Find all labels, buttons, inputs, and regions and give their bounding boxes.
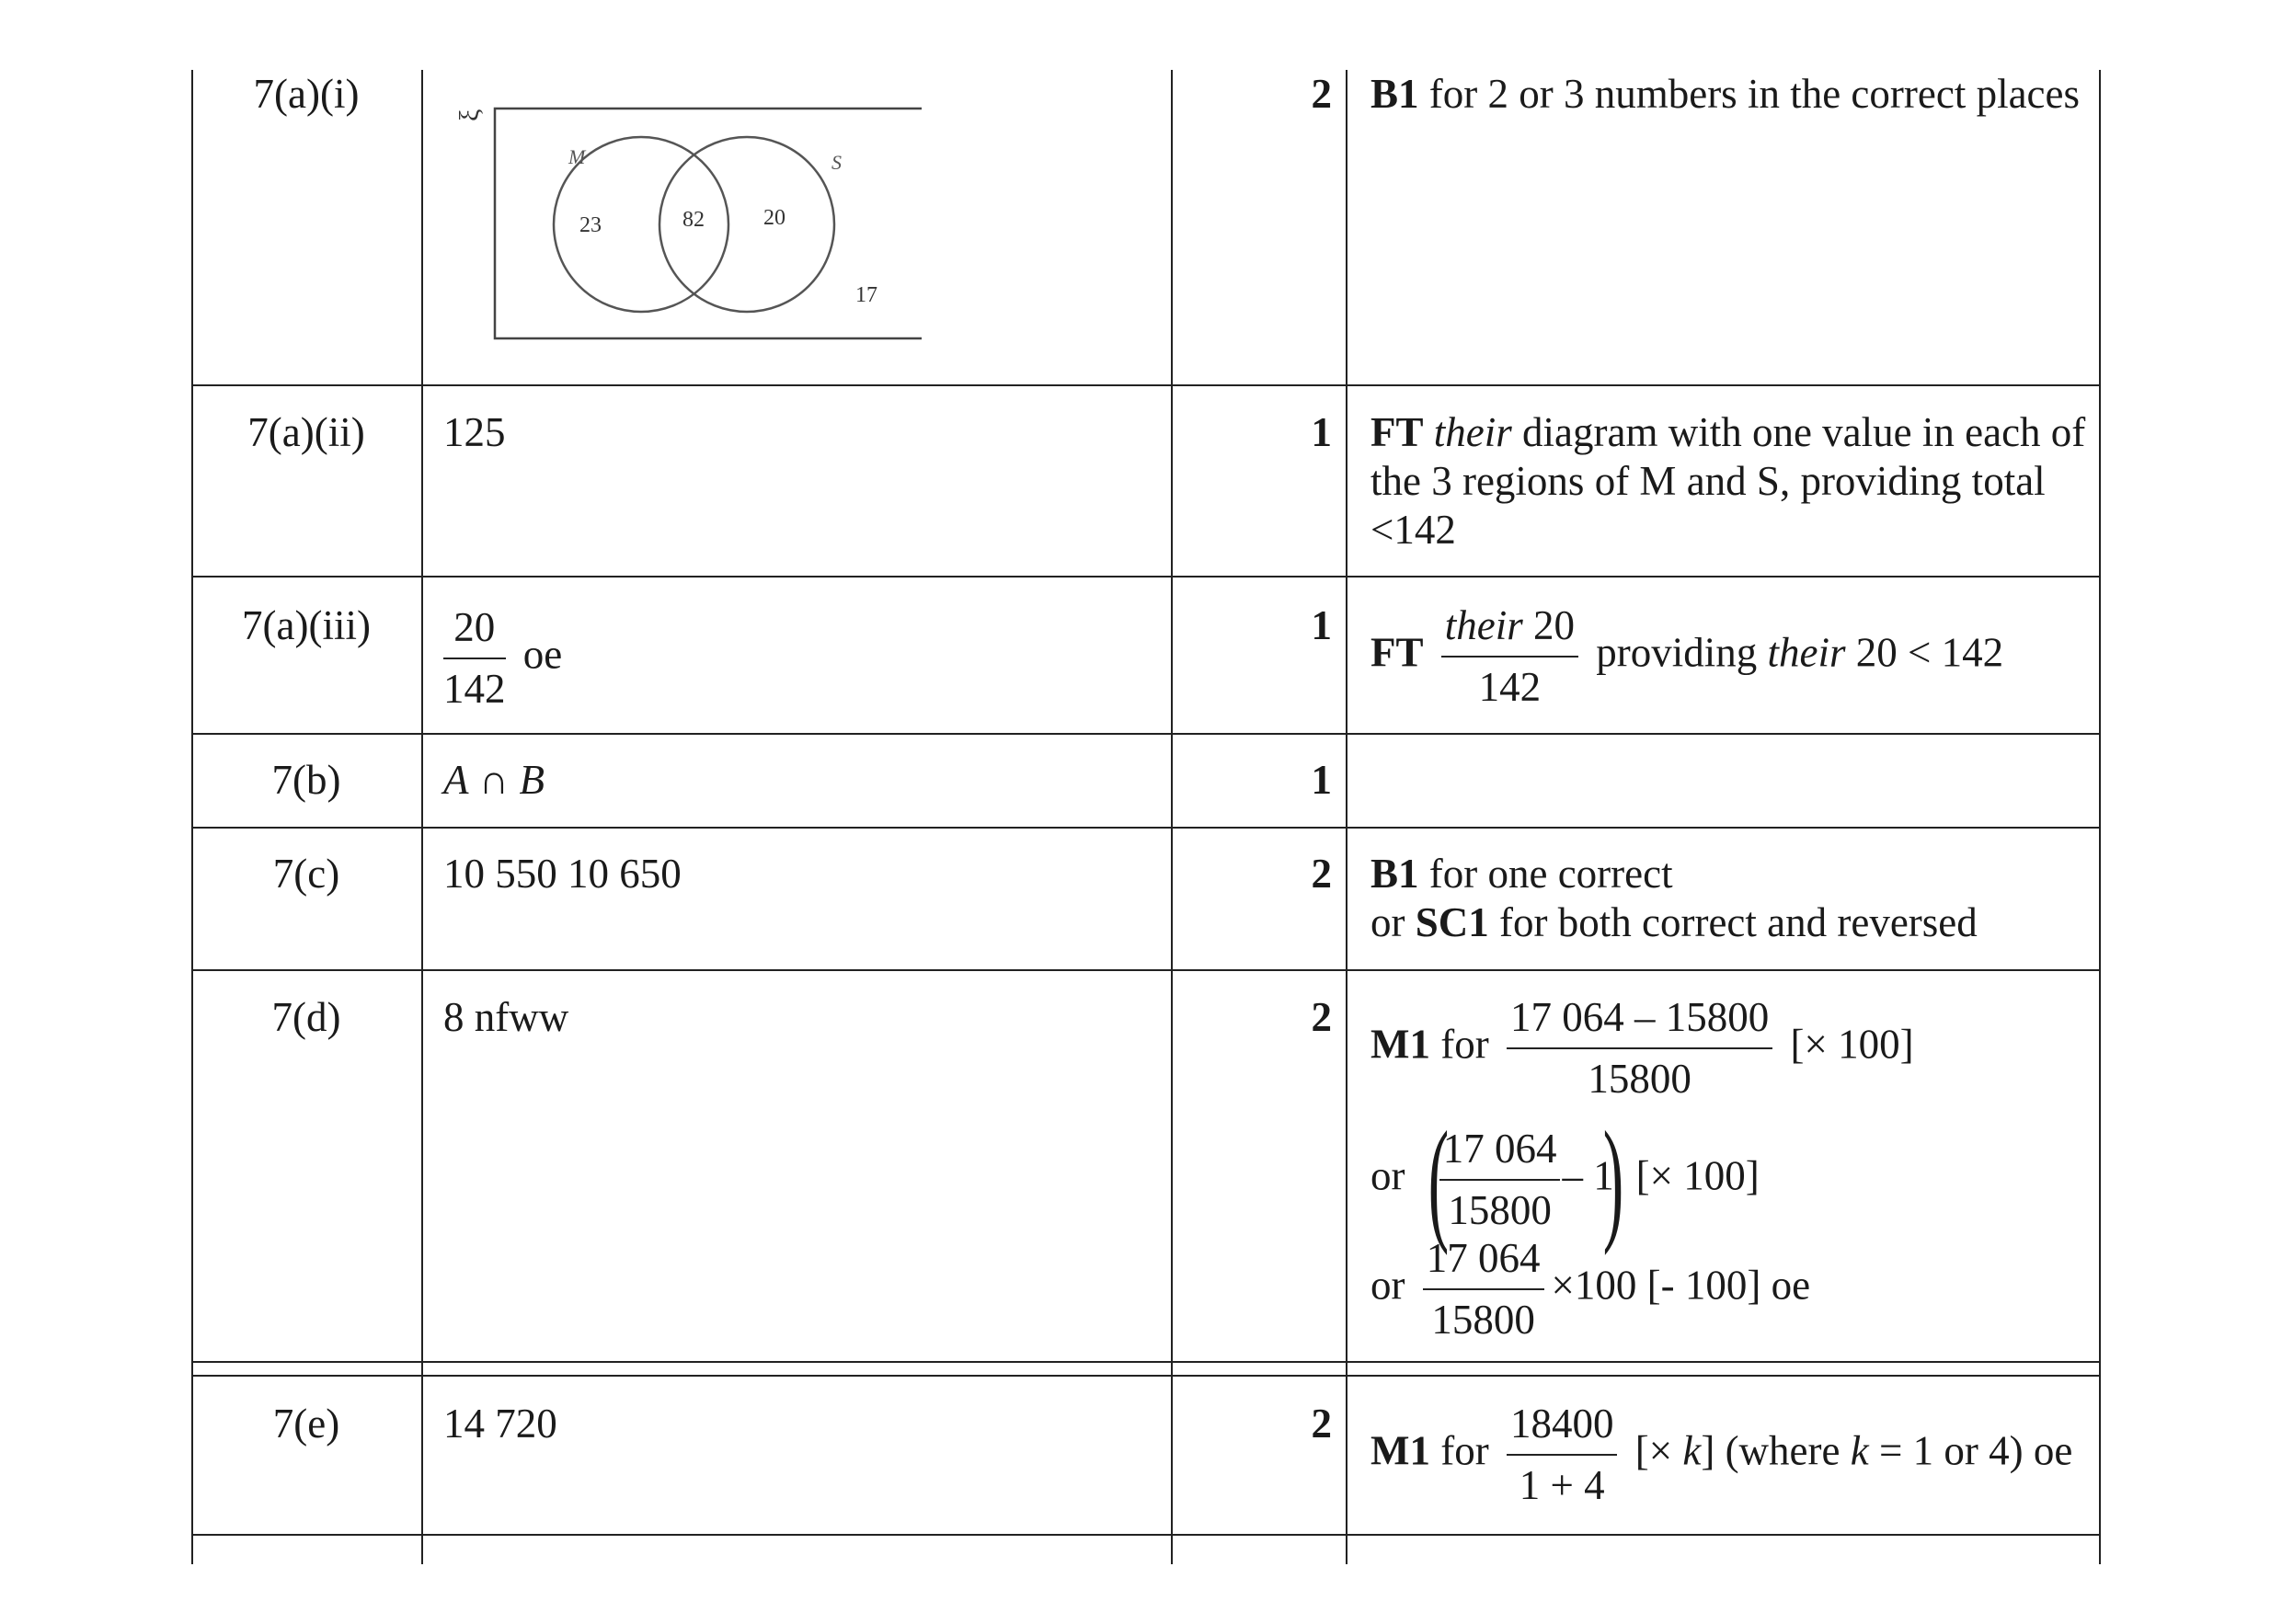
answer: 125 xyxy=(443,409,506,455)
marks: 2 xyxy=(1311,851,1332,897)
answer: 8 nfww xyxy=(443,994,569,1040)
guidance-fraction: $\frac{17 064}{15800}$ xyxy=(1423,1234,1544,1344)
guidance: B1 for one correct or SC1 for both correct and reversed xyxy=(1370,851,1978,945)
guidance-line-1: M1 for $\frac{17 064 - 15800}{15800}$ [× 100] xyxy=(1370,994,1914,1102)
guidance-fraction: $\frac{18400}{1 + 4}$ xyxy=(1507,1400,1618,1510)
guidance-line-2: or ( $\frac{17 064}{15800}$ – 1) [× 100] xyxy=(1370,1104,1760,1256)
marks: 1 xyxy=(1311,757,1332,803)
row-divider xyxy=(191,969,2101,971)
region-intersection: 82 xyxy=(682,208,705,232)
guidance-line-3: or $\frac{17 064}{15800}$ ×100 [- 100] oe xyxy=(1370,1235,1811,1343)
row-divider xyxy=(191,384,2101,386)
row-divider xyxy=(191,733,2101,735)
guidance: M1 for $\frac{18400}{1 + 4}$ [× k] (where k = 1 or 4) oe xyxy=(1370,1401,2073,1508)
set-s-label: S xyxy=(831,151,842,174)
marks: 2 xyxy=(1311,994,1332,1040)
answer: 10 550 10 650 xyxy=(443,851,682,897)
row-divider xyxy=(191,1534,2101,1536)
question-number: 7(d) xyxy=(271,994,341,1040)
row-divider xyxy=(191,827,2101,829)
region-s-only: 20 xyxy=(763,206,786,230)
row-divider xyxy=(191,1375,2101,1377)
guidance-fraction: $\frac{17 064}{15800}$ xyxy=(1439,1125,1561,1235)
question-number: 7(c) xyxy=(272,851,340,897)
mark-scheme-table xyxy=(191,70,2101,1564)
guidance-fraction: $\frac{17 064 - 15800}{15800}$ xyxy=(1507,993,1772,1104)
column-divider xyxy=(1171,70,1173,1564)
column-divider xyxy=(421,70,423,1564)
guidance: B1 for 2 or 3 numbers in the correct places xyxy=(1370,71,2080,117)
answer-fraction: $\frac{20}{142}$ xyxy=(443,604,506,712)
column-divider xyxy=(1346,70,1347,1564)
universal-set-symbol: ξ xyxy=(454,109,485,121)
table-border-right xyxy=(2099,70,2101,1564)
row-divider xyxy=(191,576,2101,578)
marks: 1 xyxy=(1311,602,1332,648)
marks: 2 xyxy=(1311,1401,1332,1447)
question-number: 7(b) xyxy=(271,757,341,803)
question-number: 7(a)(iii) xyxy=(242,602,371,648)
marks: 2 xyxy=(1311,71,1332,117)
row-divider xyxy=(191,1361,2101,1363)
answer: $\frac{20}{142}$ oe xyxy=(443,604,563,712)
question-number: 7(a)(ii) xyxy=(247,409,365,455)
venn-diagram xyxy=(443,77,922,353)
question-number: 7(a)(i) xyxy=(253,71,360,117)
answer: A ∩ B xyxy=(443,757,545,803)
guidance-fraction: $\frac{\text{their 20}}{142}$ xyxy=(1441,601,1578,712)
question-number: 7(e) xyxy=(272,1401,340,1447)
table-border-left xyxy=(191,70,193,1564)
region-m-only: 23 xyxy=(579,213,602,237)
marks: 1 xyxy=(1311,409,1332,455)
region-outside: 17 xyxy=(855,283,877,307)
set-m-label: M xyxy=(568,145,586,168)
answer: 14 720 xyxy=(443,1401,557,1447)
guidance: FT $\frac{\text{their 20}}{142}$ providing their 20 < 142 xyxy=(1370,602,2004,710)
guidance: FT their diagram with one value in each of the 3 regions of M and S, providing total <142 xyxy=(1370,409,2086,553)
